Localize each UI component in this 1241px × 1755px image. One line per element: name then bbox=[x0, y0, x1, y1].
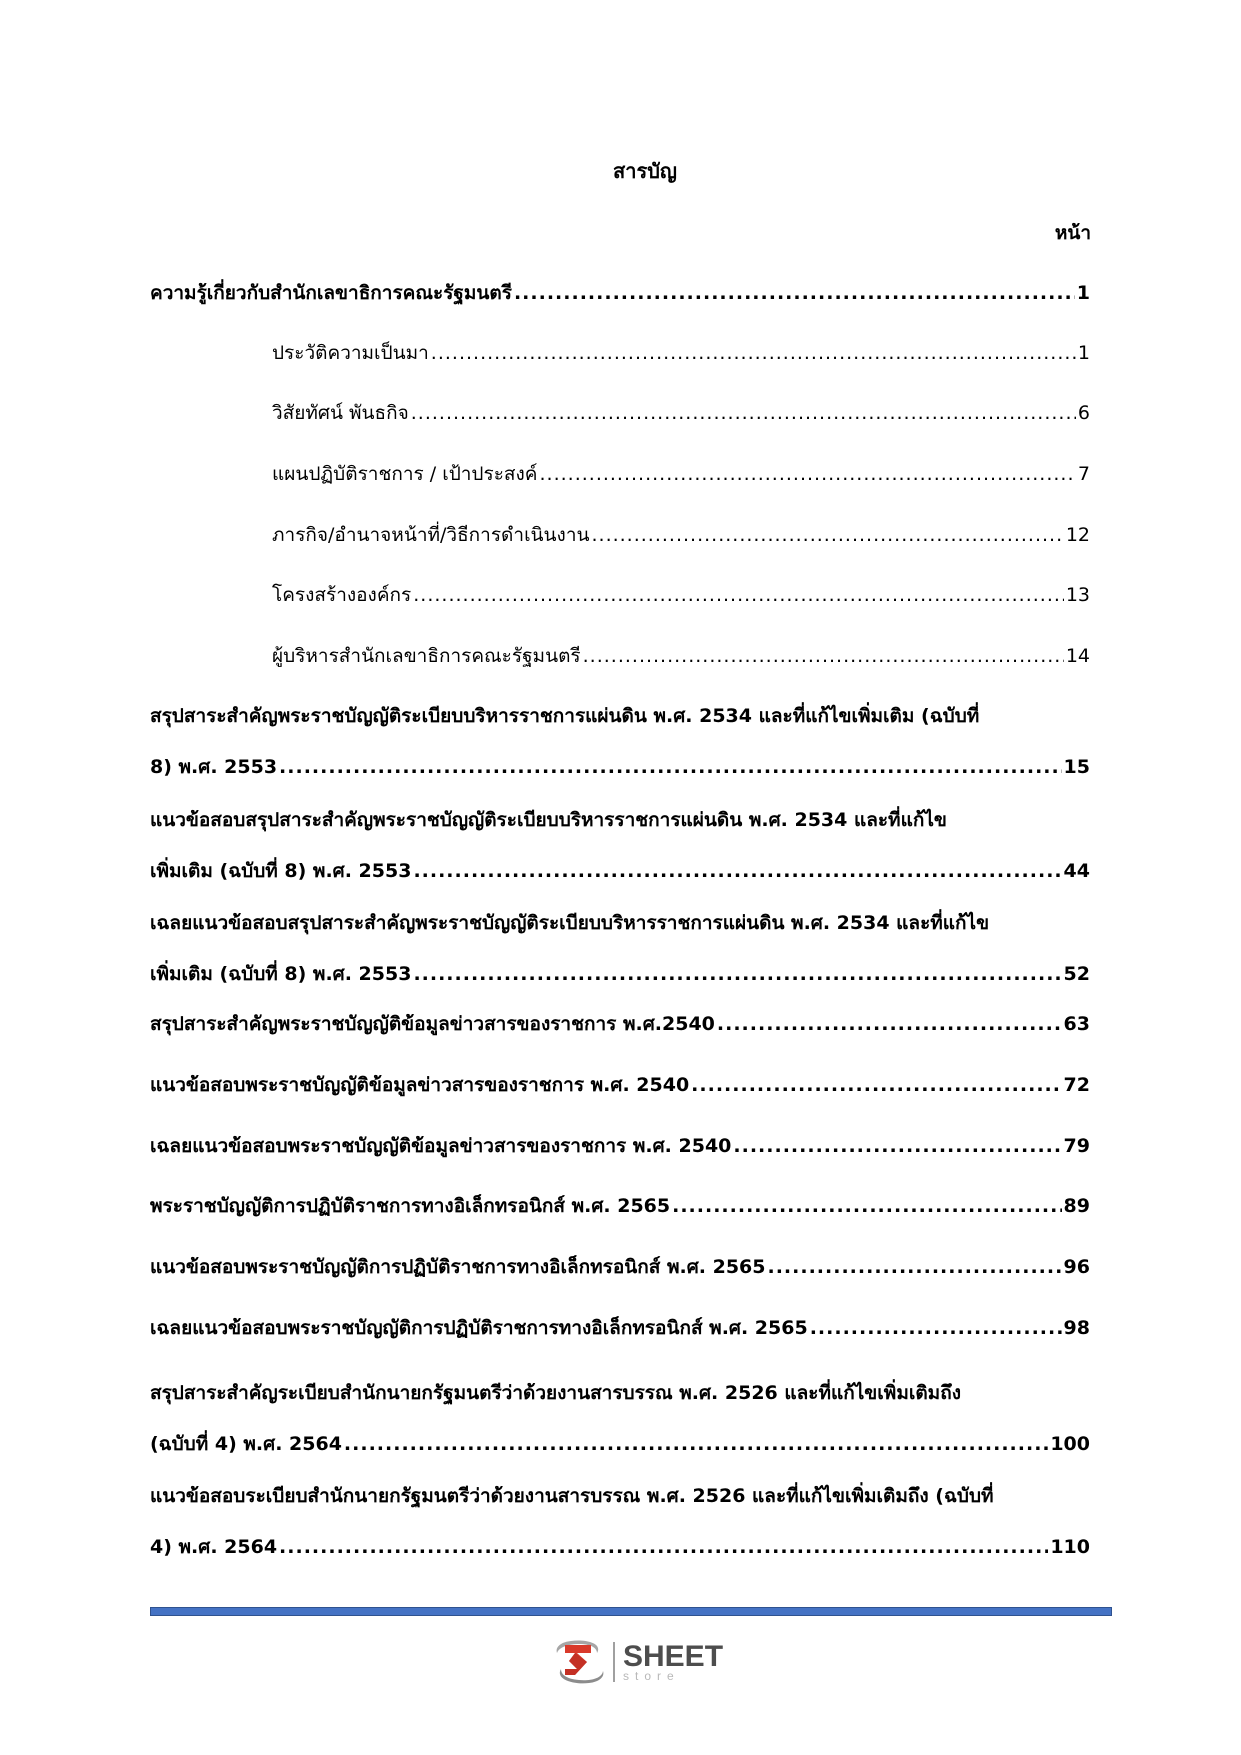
toc-entry-page: 96 bbox=[1063, 1256, 1090, 1278]
toc-entry-title: แนวข้อสอบพระราชบัญญัติการปฏิบัติราชการทางอิเล็กทรอนิกส์ พ.ศ. 2565 bbox=[150, 1256, 766, 1278]
footer-divider-bar bbox=[150, 1607, 1112, 1616]
toc-entry[interactable] bbox=[150, 1378, 1090, 1459]
logo-sub-text: store bbox=[623, 1669, 680, 1683]
toc-entry-title-line1: แนวข้อสอบระเบียบสำนักนายกรัฐมนตรีว่าด้วยงานสารบรรณ พ.ศ. 2526 และที่แก้ไขเพิ่มเติมถึง (ฉบับที่ bbox=[150, 1485, 994, 1507]
toc-entry-page: 6 bbox=[1077, 402, 1090, 424]
toc-entry-title-line2: 8) พ.ศ. 2553 bbox=[150, 756, 278, 778]
leader-dots bbox=[411, 398, 1076, 428]
toc-entry-title-line1: เฉลยแนวข้อสอบสรุปสาระสำคัญพระราชบัญญัติระเบียบบริหารราชการแผ่นดิน พ.ศ. 2534 และที่แก้ไข bbox=[150, 912, 990, 934]
toc-entry[interactable] bbox=[150, 1191, 1090, 1221]
leader-dots bbox=[672, 1191, 1061, 1221]
toc-entry[interactable] bbox=[150, 1009, 1090, 1039]
toc-subentry[interactable] bbox=[272, 520, 1090, 550]
leader-dots bbox=[810, 1313, 1062, 1343]
toc-entry-page: 1 bbox=[1076, 282, 1090, 304]
logo-wordmark bbox=[623, 1642, 723, 1682]
toc-entry-title-line1: แนวข้อสอบสรุปสาระสำคัญพระราชบัญญัติระเบียบบริหารราชการแผ่นดิน พ.ศ. 2534 และที่แก้ไข bbox=[150, 809, 947, 831]
sheet-store-s-logo-icon bbox=[553, 1639, 607, 1685]
sheet-store-logo bbox=[553, 1638, 723, 1686]
leader-dots bbox=[583, 641, 1064, 671]
toc-entry-title-line2: เพิ่มเติม (ฉบับที่ 8) พ.ศ. 2553 bbox=[150, 963, 412, 985]
toc-entry-title: เฉลยแนวข้อสอบพระราชบัญญัติข้อมูลข่าวสารของราชการ พ.ศ. 2540 bbox=[150, 1135, 732, 1157]
toc-entry[interactable] bbox=[150, 1131, 1090, 1161]
toc-entry-page: 100 bbox=[1050, 1433, 1090, 1455]
toc-entry-title: วิสัยทัศน์ พันธกิจ bbox=[272, 402, 409, 424]
leader-dots bbox=[691, 1070, 1061, 1100]
toc-entry-title-line2: (ฉบับที่ 4) พ.ศ. 2564 bbox=[150, 1433, 342, 1455]
leader-dots bbox=[514, 278, 1075, 308]
toc-entry-page: 72 bbox=[1063, 1074, 1090, 1096]
leader-dots bbox=[717, 1009, 1062, 1039]
toc-entry-page: 13 bbox=[1065, 584, 1090, 606]
toc-entry-title: เฉลยแนวข้อสอบพระราชบัญญัติการปฏิบัติราชการทางอิเล็กทรอนิกส์ พ.ศ. 2565 bbox=[150, 1317, 808, 1339]
toc-subentry[interactable] bbox=[272, 580, 1090, 610]
toc-entry-page: 44 bbox=[1063, 860, 1090, 882]
leader-dots bbox=[413, 856, 1061, 886]
leader-dots bbox=[279, 752, 1062, 782]
leader-dots bbox=[344, 1429, 1048, 1459]
toc-entry-title: แนวข้อสอบพระราชบัญญัติข้อมูลข่าวสารของราชการ พ.ศ. 2540 bbox=[150, 1074, 690, 1096]
page-column-label: หน้า bbox=[1054, 222, 1091, 244]
toc-entry-page: 15 bbox=[1063, 756, 1090, 778]
toc-subentry[interactable] bbox=[272, 641, 1090, 671]
toc-entry[interactable] bbox=[150, 805, 1090, 886]
leader-dots bbox=[540, 459, 1076, 489]
leader-dots bbox=[413, 580, 1064, 610]
toc-entry-page: 79 bbox=[1063, 1135, 1090, 1157]
toc-entry[interactable] bbox=[150, 278, 1090, 308]
toc-entry[interactable] bbox=[150, 1070, 1090, 1100]
toc-entry[interactable] bbox=[150, 701, 1090, 782]
toc-entry-title-line1: สรุปสาระสำคัญระเบียบสำนักนายกรัฐมนตรีว่าด้วยงานสารบรรณ พ.ศ. 2526 และที่แก้ไขเพิ่มเติมถึง bbox=[150, 1382, 961, 1404]
leader-dots bbox=[431, 338, 1076, 368]
leader-dots bbox=[279, 1532, 1048, 1562]
toc-entry[interactable] bbox=[150, 1481, 1090, 1562]
toc-entry-page: 7 bbox=[1077, 463, 1090, 485]
toc-entry-page: 98 bbox=[1063, 1317, 1090, 1339]
toc-entry-title: ประวัติความเป็นมา bbox=[272, 342, 429, 364]
toc-entry-title-line1: สรุปสาระสำคัญพระราชบัญญัติระเบียบบริหารราชการแผ่นดิน พ.ศ. 2534 และที่แก้ไขเพิ่มเติม (ฉบับที่ bbox=[150, 705, 980, 727]
leader-dots bbox=[767, 1252, 1061, 1282]
toc-entry-title-line2: เพิ่มเติม (ฉบับที่ 8) พ.ศ. 2553 bbox=[150, 860, 412, 882]
toc-entry[interactable] bbox=[150, 1313, 1090, 1343]
toc-entry-title: ความรู้เกี่ยวกับสำนักเลขาธิการคณะรัฐมนตรี bbox=[150, 282, 512, 304]
toc-entry-page: 63 bbox=[1063, 1013, 1090, 1035]
toc-entry-title: พระราชบัญญัติการปฏิบัติราชการทางอิเล็กทรอนิกส์ พ.ศ. 2565 bbox=[150, 1195, 671, 1217]
toc-entry-page: 52 bbox=[1063, 963, 1090, 985]
toc-subentry[interactable] bbox=[272, 398, 1090, 428]
toc-entry-page: 89 bbox=[1063, 1195, 1090, 1217]
leader-dots bbox=[733, 1131, 1061, 1161]
page-title: สารบัญ bbox=[613, 159, 677, 183]
leader-dots bbox=[591, 520, 1063, 550]
toc-entry-title-line2: 4) พ.ศ. 2564 bbox=[150, 1536, 278, 1558]
logo-divider bbox=[613, 1642, 615, 1682]
toc-entry-title: โครงสร้างองค์กร bbox=[272, 584, 412, 606]
toc-subentry[interactable] bbox=[272, 459, 1090, 489]
toc-entry-title: ภารกิจ/อำนาจหน้าที่/วิธีการดำเนินงาน bbox=[272, 524, 590, 546]
leader-dots bbox=[413, 959, 1061, 989]
toc-entry-title: ผู้บริหารสำนักเลขาธิการคณะรัฐมนตรี bbox=[272, 645, 581, 667]
toc-entry-page: 110 bbox=[1050, 1536, 1090, 1558]
toc-entry-page: 14 bbox=[1065, 645, 1090, 667]
toc-entry-title: สรุปสาระสำคัญพระราชบัญญัติข้อมูลข่าวสารของราชการ พ.ศ.2540 bbox=[150, 1013, 715, 1035]
toc-entry[interactable] bbox=[150, 1252, 1090, 1282]
logo-brand-text: SHEET bbox=[623, 1640, 724, 1673]
toc-subentry[interactable] bbox=[272, 338, 1090, 368]
toc-entry-title: แผนปฏิบัติราชการ / เป้าประสงค์ bbox=[272, 463, 538, 485]
toc-entry-page: 1 bbox=[1077, 342, 1090, 364]
toc-entry-page: 12 bbox=[1065, 524, 1090, 546]
toc-entry[interactable] bbox=[150, 908, 1090, 989]
